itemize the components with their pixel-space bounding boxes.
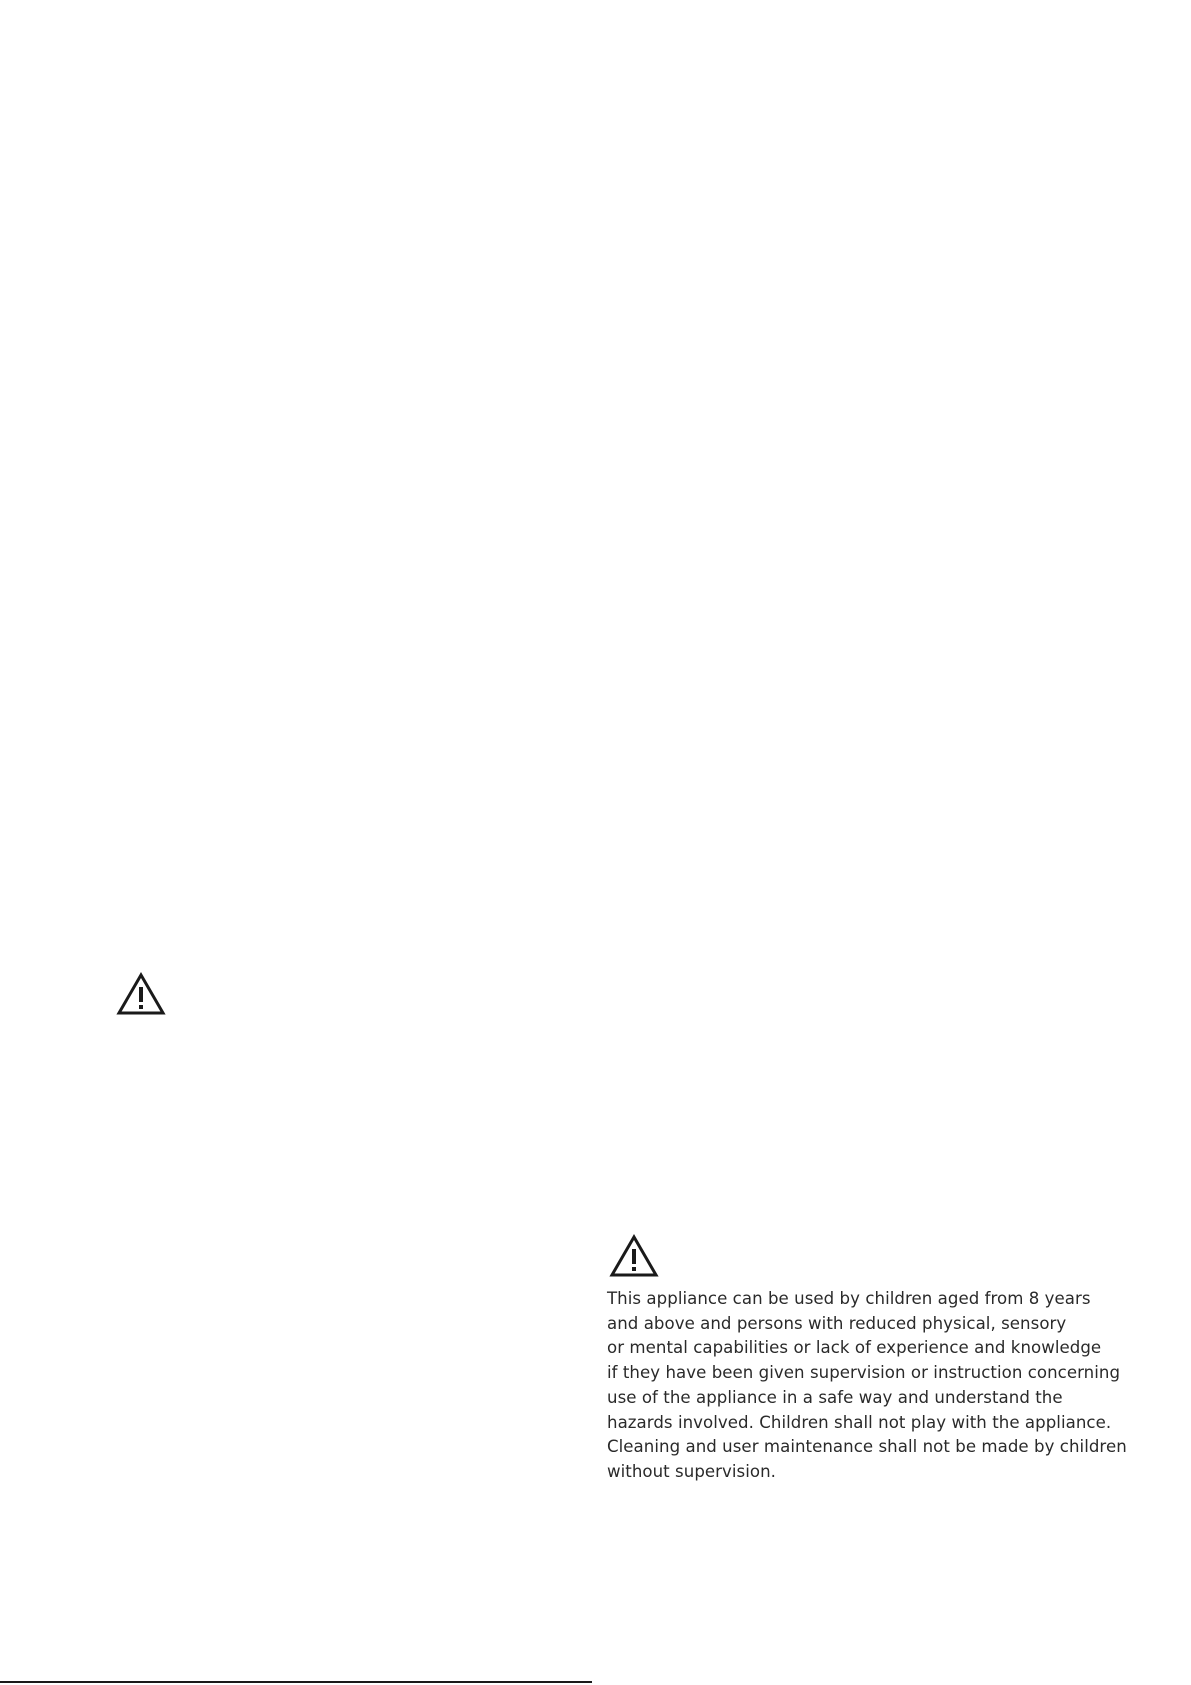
bottom-divider bbox=[0, 1681, 592, 1683]
warning-triangle-icon bbox=[609, 1234, 659, 1278]
cut-off-text-fragment bbox=[609, 1680, 689, 1685]
warning-triangle-icon bbox=[116, 972, 166, 1016]
child-safety-warning-text: This appliance can be used by children aged from 8 years and above and persons with reduced physical, sensory or mental capabilities or lack of experience and knowledge if they have been given supervision or instruction concerning use of the appliance in a safe way and understand the hazards involved. Children shall not play with the appliance. Cleaning and user maintenance shall not be made by children without supervision. bbox=[607, 1289, 1127, 1481]
